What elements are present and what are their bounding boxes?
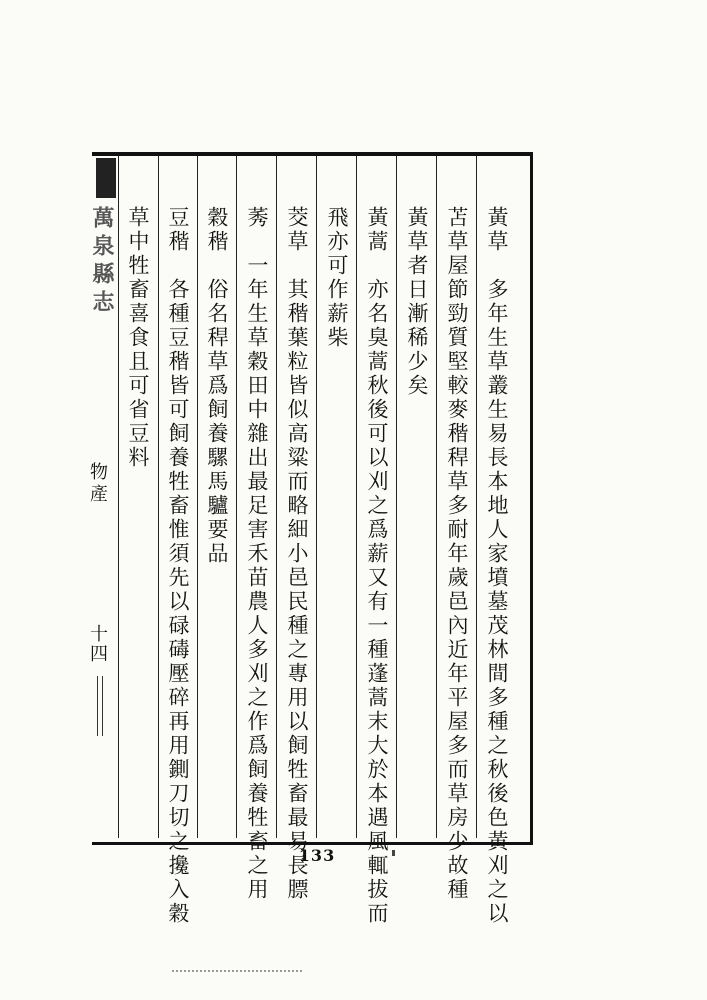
column-rule (158, 156, 159, 838)
spine-ink-bar (96, 158, 116, 198)
text-column-7: 莠 一年生草穀田中雜出最足害禾苗農人多刈之作爲飼養牲畜之用 (245, 206, 269, 902)
text-column-2: 苫草屋節勁質堅較麥稭稈草多耐年歲邑內近年平屋多而草房少故種 (445, 206, 469, 902)
page-number: 133 (298, 846, 336, 865)
text-column-6: 茭草 其稭葉粒皆似高粱而略細小邑民種之專用以飼牲畜最易長膘 (285, 206, 309, 902)
column-rule (316, 156, 317, 838)
text-column-4: 黃蒿 亦名臭蒿秋後可以刈之爲薪又有一種蓬蒿末大於本遇風輒拔而 (365, 206, 389, 926)
margin-line (102, 676, 103, 736)
column-rule (436, 156, 437, 838)
text-column-10: 草中牲畜喜食且可省豆料 (126, 206, 150, 470)
column-rule (476, 156, 477, 838)
ink-speck (392, 850, 395, 856)
text-column-8: 穀稭 俗名稈草爲飼養騾馬驢要品 (205, 206, 229, 566)
column-rule (356, 156, 357, 838)
text-column-9: 豆稭 各種豆稭皆可飼養牲畜惟須先以碌碡壓碎再用鍘刀切之攙入穀 (166, 206, 190, 926)
margin-line (97, 676, 98, 736)
column-rule (276, 156, 277, 838)
leaf-number: 十四 (87, 624, 108, 664)
scan-dotted-mark (172, 970, 302, 973)
column-rule (396, 156, 397, 838)
column-rule (118, 156, 119, 838)
text-column-5: 飛亦可作薪柴 (325, 206, 349, 350)
column-rule (236, 156, 237, 838)
column-rule (197, 156, 198, 838)
section-label: 物產 (87, 462, 108, 506)
spine-title: 萬泉縣志 (89, 206, 115, 318)
text-column-1: 黃草 多年生草叢生易長本地人家墳墓茂林間多種之秋後色黃刈之以 (485, 206, 509, 926)
text-column-3: 黃草者日漸稀少矣 (405, 206, 429, 398)
